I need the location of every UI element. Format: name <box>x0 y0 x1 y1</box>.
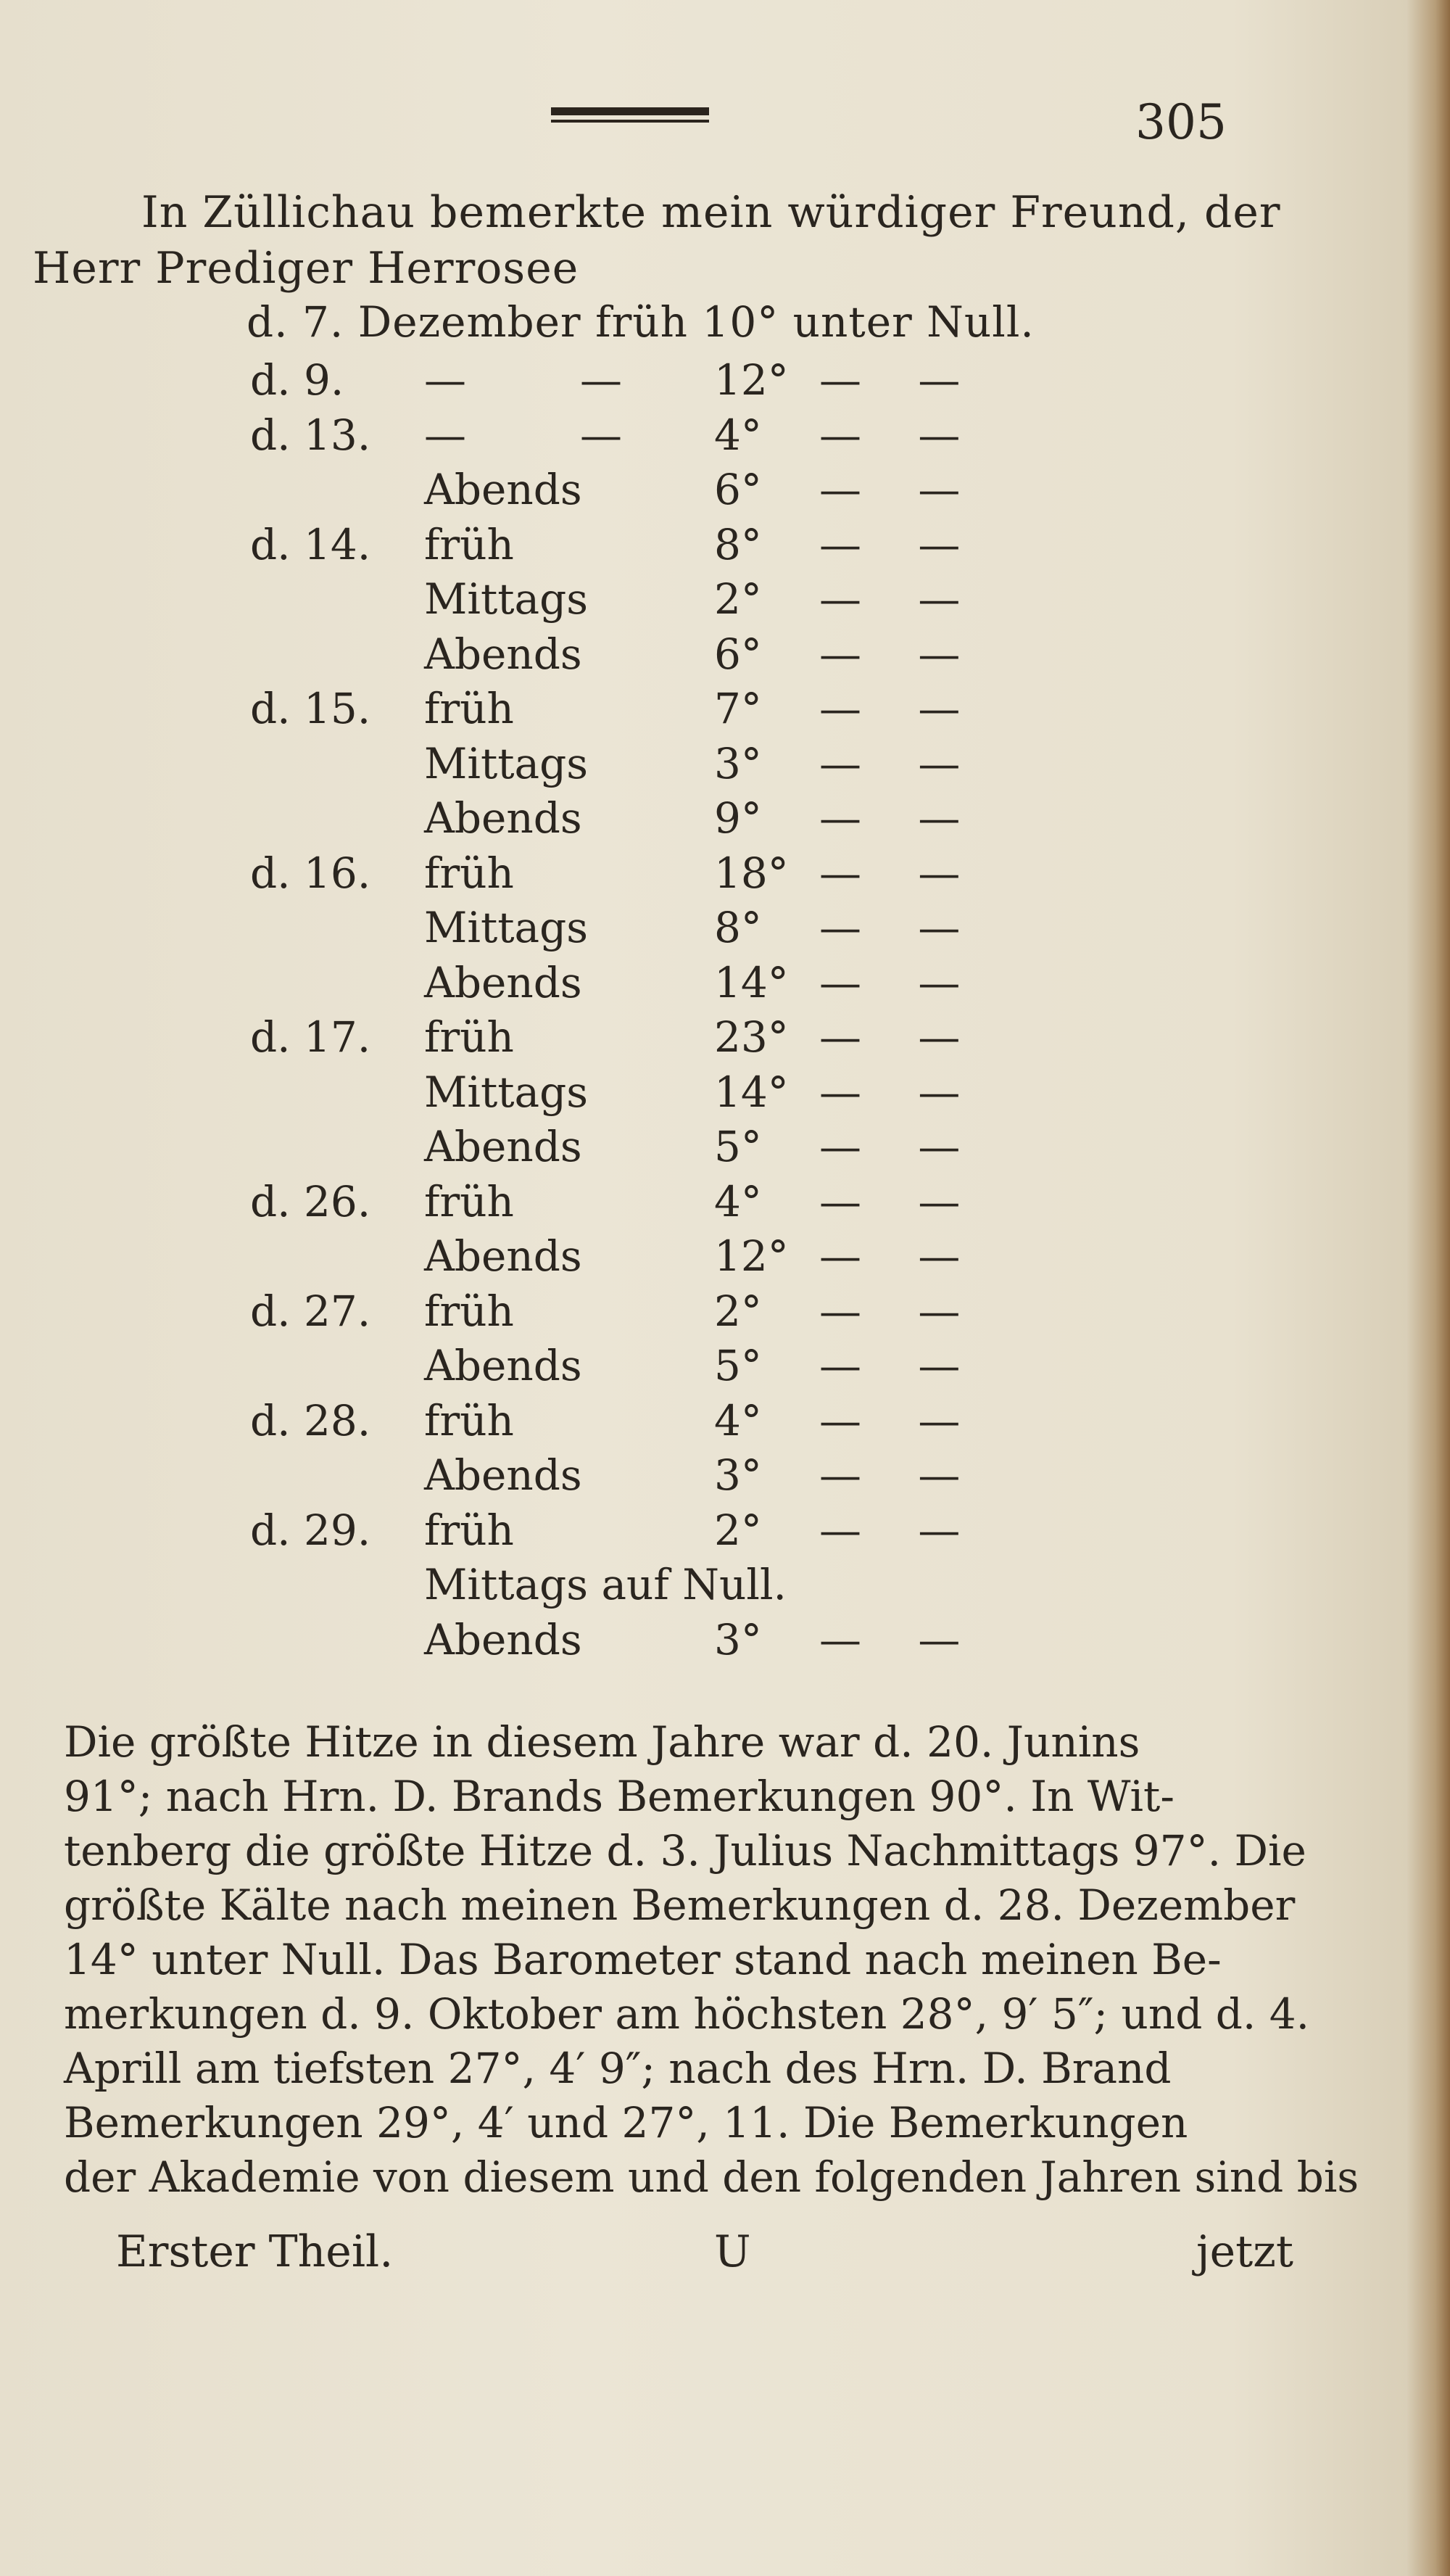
row-ditto-marks: — — <box>819 903 982 952</box>
row-day: d. 9. <box>250 355 344 405</box>
row-time: früh <box>424 684 514 733</box>
table-row <box>0 739 1232 793</box>
row-day: d. 17. <box>250 1012 371 1062</box>
row-time: — <box>424 355 466 405</box>
row-time: früh <box>424 1286 514 1336</box>
paragraph-line: der Akademie von diesem und den folgenden Jahren sind bis <box>64 2152 1359 2202</box>
row-time: früh <box>424 1395 514 1445</box>
table-row <box>0 958 1232 1012</box>
table-row <box>0 629 1232 683</box>
table-row <box>0 355 1232 409</box>
row-day: d. 26. <box>250 1176 371 1226</box>
header-rule-thick <box>551 107 709 115</box>
row-time: Abends <box>424 1122 582 1171</box>
paragraph-line: 91°; nach Hrn. D. Brands Bemerkungen 90°. In Wit- <box>64 1772 1174 1821</box>
table-row <box>0 1287 1232 1340</box>
row-day: d. 29. <box>250 1505 371 1555</box>
footer-catchword: jetzt <box>1196 2226 1293 2277</box>
row-time: Abends <box>424 793 582 843</box>
row-time: Abends <box>424 465 582 514</box>
row-ditto-marks: — — <box>819 1395 982 1445</box>
row-time: Abends <box>424 1450 582 1500</box>
row-temperature: 2° <box>714 1505 762 1555</box>
paragraph-line: Die größte Hitze in diesem Jahre war d. 20. Junins <box>64 1717 1140 1767</box>
intro-line-1: In Züllichau bemerkte mein würdiger Freund, der <box>141 187 1281 238</box>
intro-line-2: Herr Prediger Herrosee <box>33 243 579 294</box>
row-temperature: 23° <box>714 1012 789 1062</box>
table-row <box>0 1560 1232 1614</box>
row-temperature: 7° <box>714 684 762 733</box>
header-rule <box>551 107 709 126</box>
row-day: d. 28. <box>250 1395 371 1445</box>
table-row <box>0 520 1232 574</box>
row-day: d. 15. <box>250 684 371 733</box>
table-row <box>0 465 1232 519</box>
table-row <box>0 1122 1232 1176</box>
row-ditto-marks: — — <box>819 684 982 733</box>
row-temperature: 9° <box>714 793 762 843</box>
paragraph-line: merkungen d. 9. Oktober am höchsten 28°, 9′ 5″; und d. 4. <box>64 1989 1310 2039</box>
row-time: Abends <box>424 1231 582 1281</box>
table-row <box>0 793 1232 847</box>
row-day: d. 13. <box>250 410 371 460</box>
row-ditto-marks: — — <box>819 355 982 405</box>
row-time-ditto: — <box>580 355 622 405</box>
row-temperature: 3° <box>714 738 762 788</box>
row-time: Abends <box>424 629 582 679</box>
row-temperature: 14° <box>714 1067 789 1117</box>
row-ditto-marks: — — <box>819 1012 982 1062</box>
table-row <box>0 903 1232 957</box>
closing-paragraph <box>64 1715 1359 2205</box>
paragraph-line: 14° unter Null. Das Barometer stand nach meinen Be- <box>64 1935 1222 1984</box>
paragraph-line: größte Kälte nach meinen Bemerkungen d. 28. Dezember <box>64 1881 1296 1930</box>
row-time: früh <box>424 1176 514 1226</box>
row-day: d. 16. <box>250 848 371 898</box>
row-ditto-marks: — — <box>819 957 982 1007</box>
row-day: d. 14. <box>250 519 371 569</box>
row-ditto-marks: — — <box>819 1505 982 1555</box>
row-temperature: 5° <box>714 1122 762 1171</box>
row-time: früh <box>424 519 514 569</box>
table-row <box>0 1231 1232 1285</box>
row-temperature: 3° <box>714 1614 762 1664</box>
table-row <box>0 1068 1232 1121</box>
row-temperature: 6° <box>714 465 762 514</box>
table-row <box>0 574 1232 628</box>
first-entry: d. 7. Dezember früh 10° unter Null. <box>246 297 1035 347</box>
footer-signature: Erster Theil. <box>116 2226 394 2277</box>
row-ditto-marks: — — <box>819 1067 982 1117</box>
row-ditto-marks: — — <box>819 410 982 460</box>
table-row <box>0 1177 1232 1231</box>
paragraph-line: tenberg die größte Hitze d. 3. Julius Nachmittags 97°. Die <box>64 1826 1306 1875</box>
table-row <box>0 684 1232 738</box>
row-time: Abends <box>424 1614 582 1664</box>
table-row <box>0 1506 1232 1559</box>
row-temperature: 18° <box>714 848 789 898</box>
row-temperature: 4° <box>714 1176 762 1226</box>
row-temperature: 5° <box>714 1341 762 1390</box>
footer-sheet-mark: U <box>714 2226 751 2277</box>
row-ditto-marks: — — <box>819 1450 982 1500</box>
row-ditto-marks: — — <box>819 1286 982 1336</box>
row-ditto-marks: — — <box>819 848 982 898</box>
row-time: früh <box>424 848 514 898</box>
row-ditto-marks: — — <box>819 465 982 514</box>
table-row <box>0 849 1232 902</box>
row-ditto-marks: — — <box>819 1231 982 1281</box>
row-temperature: 3° <box>714 1450 762 1500</box>
row-temperature: 2° <box>714 574 762 624</box>
header-rule-thin <box>551 120 709 123</box>
row-time: Mittags <box>424 1067 589 1117</box>
row-temperature: 12° <box>714 1231 789 1281</box>
row-time: Mittags <box>424 574 589 624</box>
row-ditto-marks: — — <box>819 629 982 679</box>
table-row <box>0 410 1232 464</box>
row-time: Abends <box>424 1341 582 1390</box>
row-temperature: 4° <box>714 410 762 460</box>
row-time: — <box>424 410 466 460</box>
row-temperature: 4° <box>714 1395 762 1445</box>
row-temperature: 12° <box>714 355 789 405</box>
row-time: Mittags <box>424 738 589 788</box>
row-time: früh <box>424 1505 514 1555</box>
table-row <box>0 1615 1232 1669</box>
row-ditto-marks: — — <box>819 1614 982 1664</box>
table-row <box>0 1341 1232 1395</box>
row-time: Mittags <box>424 903 589 952</box>
row-day: d. 27. <box>250 1286 371 1336</box>
row-ditto-marks: — — <box>819 793 982 843</box>
table-row <box>0 1012 1232 1066</box>
row-time-ditto: — <box>580 410 622 460</box>
row-temperature: 14° <box>714 957 789 1007</box>
row-time: Abends <box>424 957 582 1007</box>
paragraph-line: Bemerkungen 29°, 4′ und 27°, 11. Die Bemerkungen <box>64 2098 1188 2147</box>
row-temperature: 6° <box>714 629 762 679</box>
row-time: früh <box>424 1012 514 1062</box>
row-time: Mittags auf Null. <box>424 1560 787 1609</box>
page-number: 305 <box>1135 94 1227 150</box>
row-ditto-marks: — — <box>819 574 982 624</box>
table-row <box>0 1450 1232 1504</box>
row-temperature: 2° <box>714 1286 762 1336</box>
row-ditto-marks: — — <box>819 1122 982 1171</box>
row-ditto-marks: — — <box>819 738 982 788</box>
row-temperature: 8° <box>714 519 762 569</box>
row-ditto-marks: — — <box>819 1176 982 1226</box>
row-temperature: 8° <box>714 903 762 952</box>
row-ditto-marks: — — <box>819 519 982 569</box>
table-row <box>0 1396 1232 1450</box>
row-ditto-marks: — — <box>819 1341 982 1390</box>
paragraph-line: Aprill am tiefsten 27°, 4′ 9″; nach des Hrn. D. Brand <box>64 2044 1172 2093</box>
